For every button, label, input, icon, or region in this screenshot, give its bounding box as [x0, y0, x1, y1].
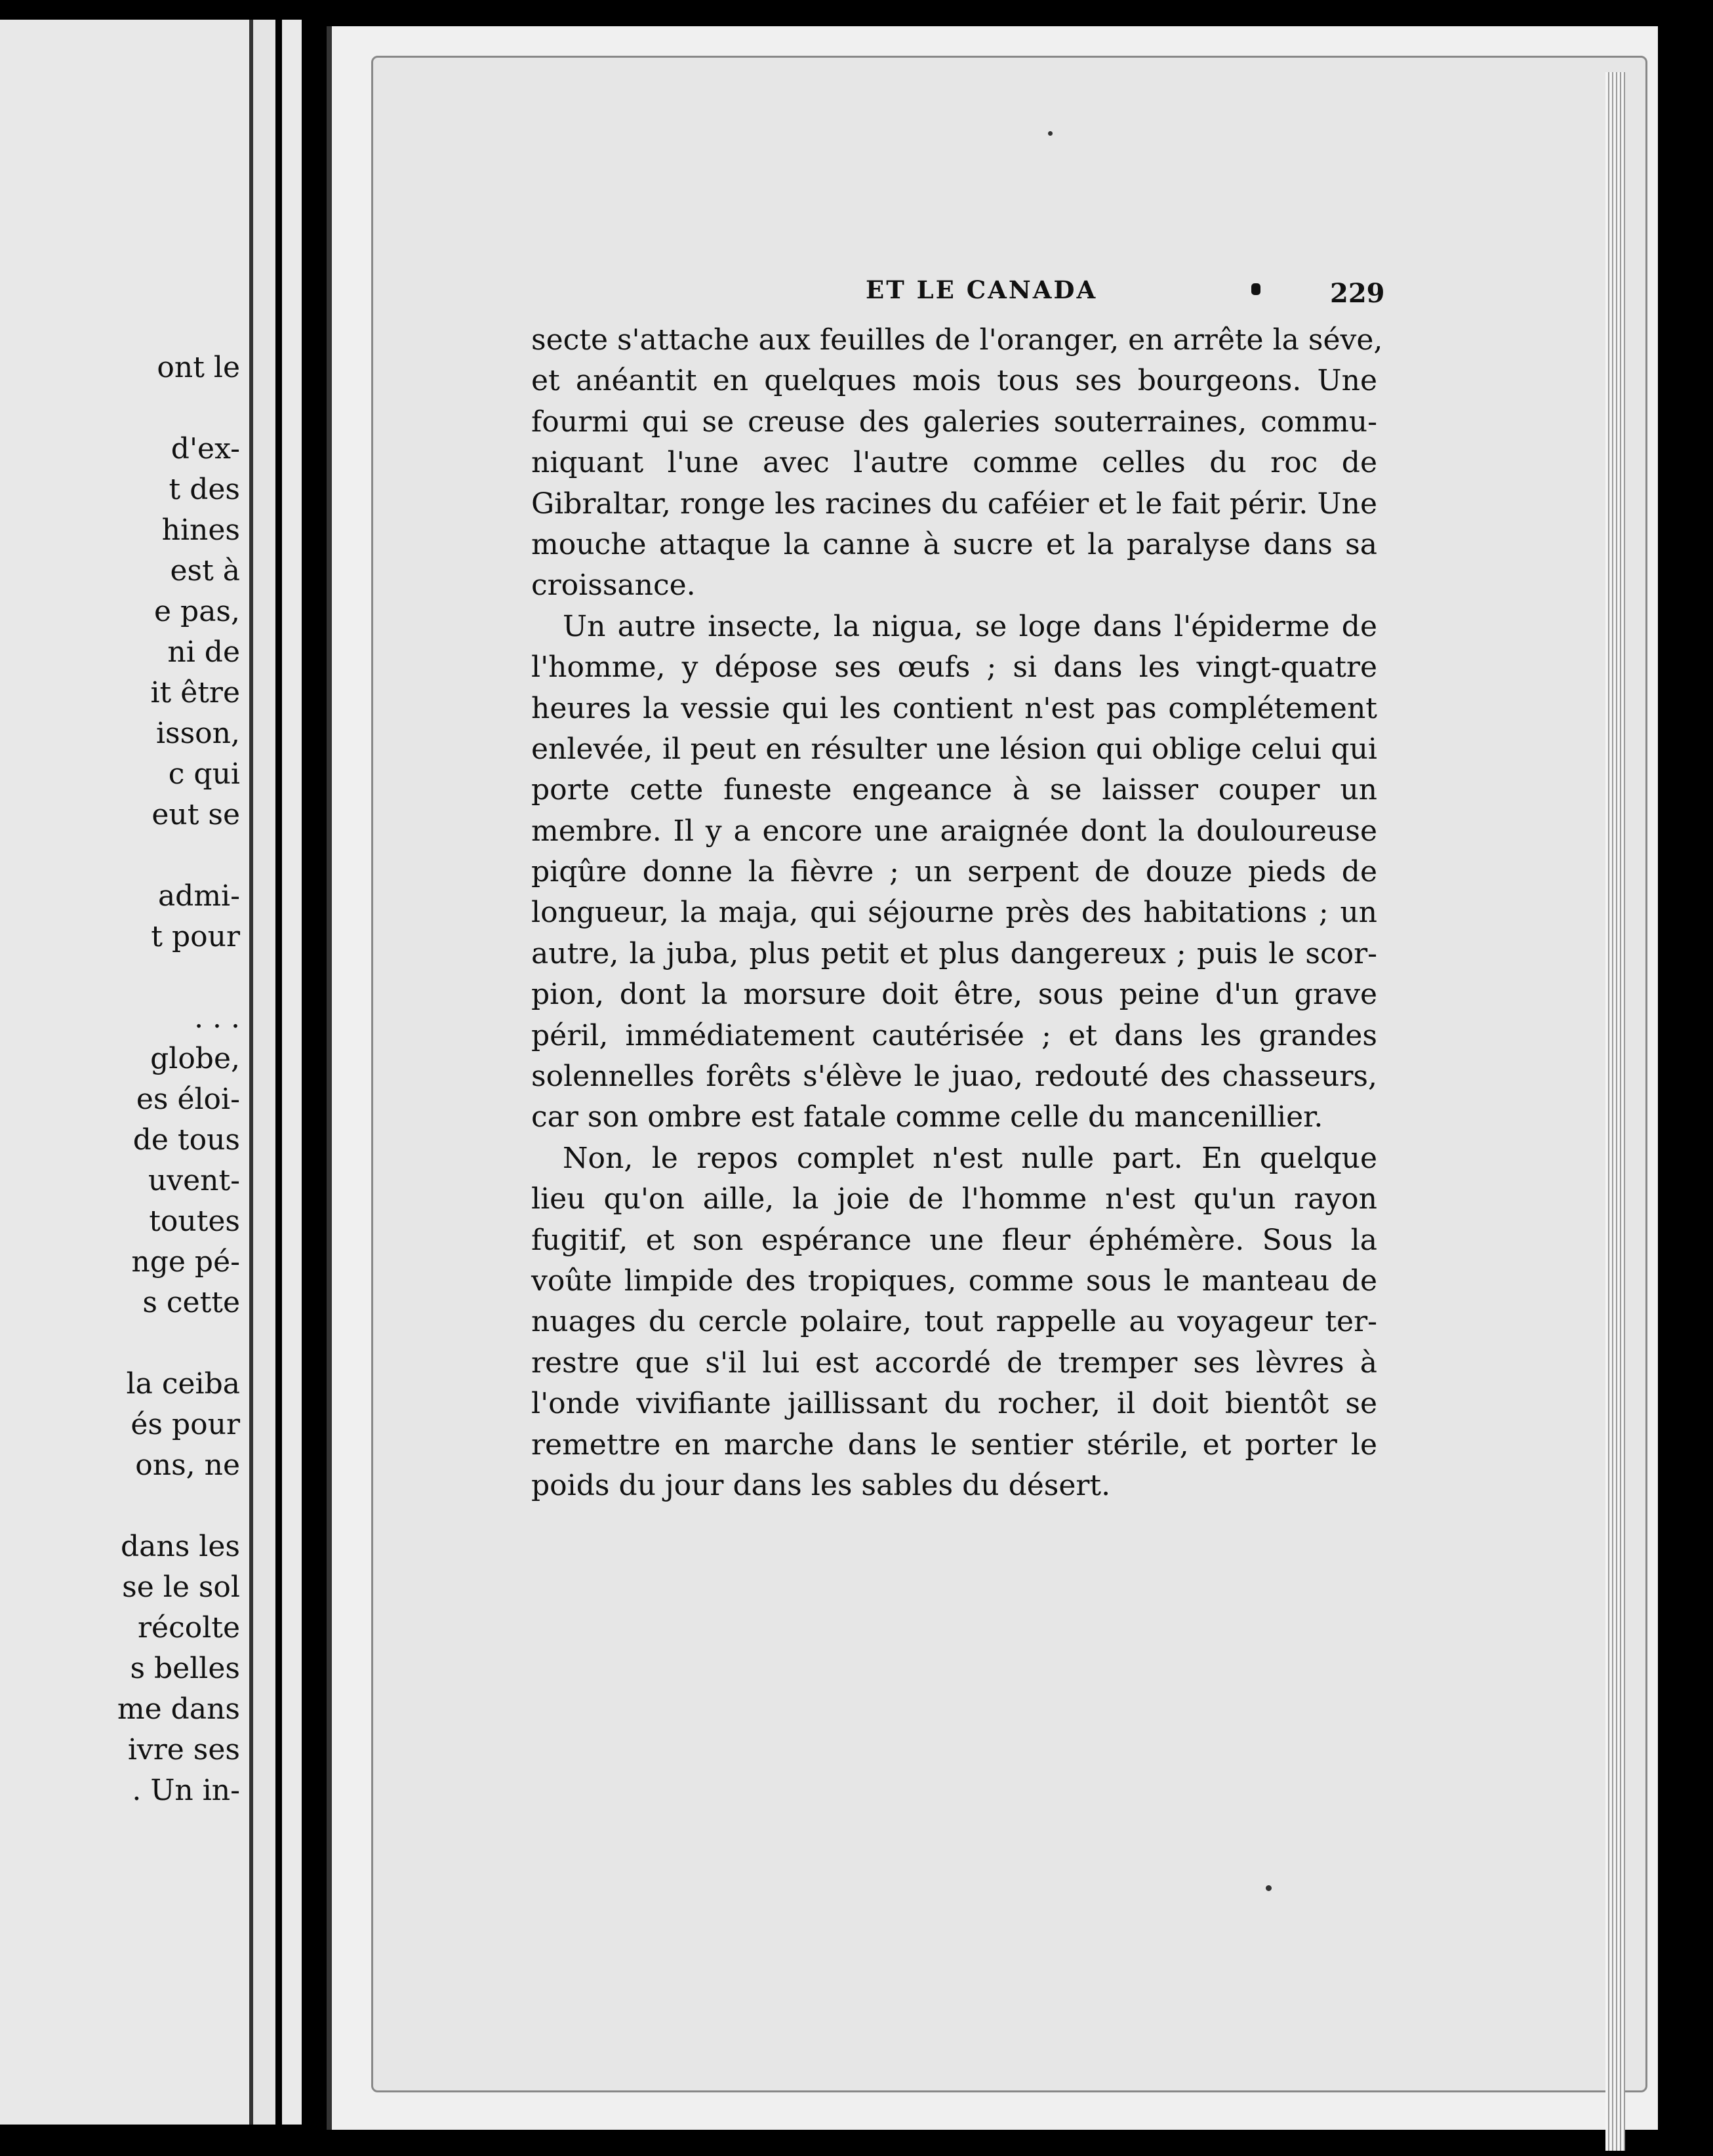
facing-page-line: récolte — [138, 1611, 240, 1645]
speck — [1048, 131, 1053, 136]
speck — [1266, 1885, 1272, 1891]
running-head: ET LE CANADA — [866, 275, 1098, 304]
text-line: fugitif, et son espérance une fleur éphémère. Sous la — [531, 1223, 1377, 1257]
text-line: porte cette funeste engeance à se laisser couper un — [531, 773, 1377, 807]
facing-page-line: ons, ne — [135, 1448, 240, 1482]
text-line: membre. Il y a encore une araignée dont la douloureuse — [531, 814, 1377, 848]
facing-page-line: dans les — [121, 1530, 240, 1563]
text-line: nuages du cercle polaire, tout rappelle au voyageur ter- — [531, 1305, 1377, 1339]
text-line: l'onde vivifiante jaillissant du rocher, il doit bientôt se — [531, 1387, 1377, 1421]
facing-page-line: se le sol — [122, 1570, 240, 1604]
text-line: Non, le repos complet n'est nulle part. En quelque — [563, 1141, 1377, 1175]
text-line: poids du jour dans les sables du désert. — [531, 1468, 1111, 1502]
facing-page-line: . Un in- — [132, 1774, 240, 1807]
text-line: l'homme, y dépose ses œufs ; si dans les vingt-quatre — [531, 650, 1377, 685]
page-edges — [1605, 72, 1625, 2151]
text-line: secte s'attache aux feuilles de l'oranger, en arrête la séve, — [531, 323, 1383, 357]
text-line: et anéantit en quelques mois tous ses bourgeons. Une — [531, 364, 1377, 398]
text-line: mouche attaque la canne à sucre et la paralyse dans sa — [531, 527, 1377, 561]
facing-page-line: isson, — [155, 717, 240, 750]
text-line: niquant l'une avec l'autre comme celles du roc de — [531, 446, 1377, 480]
facing-page-line: admi- — [157, 879, 240, 913]
facing-page-line: t des — [169, 473, 240, 506]
text-line: enlevée, il peut en résulter une lésion qui oblige celui qui — [531, 732, 1377, 766]
text-line: lieu qu'on aille, la joie de l'homme n'est qu'un rayon — [531, 1182, 1377, 1216]
facing-page-line: la ceiba — [126, 1367, 240, 1401]
facing-page — [0, 20, 253, 2125]
body-text — [531, 320, 1383, 1506]
facing-page-line: est à — [170, 554, 240, 588]
gutter — [282, 20, 302, 2125]
facing-page-line: ni de — [167, 635, 240, 669]
facing-page-line: c qui — [168, 757, 240, 791]
text-line: croissance. — [531, 569, 696, 603]
ornament-dot — [1251, 283, 1260, 295]
text-line: heures la vessie qui les contient n'est pas complétement — [531, 691, 1377, 725]
text-line: longueur, la maja, qui séjourne près des habitations ; un — [531, 896, 1377, 930]
facing-page-line: nge pé- — [131, 1245, 240, 1279]
text-line: Gibraltar, ronge les racines du caféier et le fait périr. Une — [531, 487, 1377, 521]
text-line: Un autre insecte, la nigua, se loge dans l'épiderme de — [563, 609, 1377, 643]
facing-page-line: globe, — [150, 1042, 240, 1075]
facing-page-line: me dans — [117, 1692, 240, 1726]
facing-page-line: s cette — [142, 1286, 240, 1319]
text-line: solennelles forêts s'élève le juao, redouté des chasseurs, — [531, 1060, 1377, 1094]
facing-page-line: ont le — [157, 351, 240, 384]
text-line: voûte limpide des tropiques, comme sous le manteau de — [531, 1264, 1377, 1298]
facing-page-line: s belles — [130, 1652, 240, 1685]
facing-page-frame — [0, 20, 275, 2125]
text-line: péril, immédiatement cautérisée ; et dans les grandes — [531, 1018, 1377, 1052]
text-line: fourmi qui se creuse des galeries souterraines, commu- — [531, 405, 1377, 439]
text-line: car son ombre est fatale comme celle du mancenillier. — [531, 1100, 1323, 1134]
facing-page-line: ivre ses — [127, 1733, 240, 1767]
facing-page-line: de tous — [132, 1123, 240, 1157]
text-line: autre, la juba, plus petit et plus dangereux ; puis le scor- — [531, 936, 1377, 970]
facing-page-line: uvent- — [148, 1164, 240, 1197]
facing-page-line: it être — [150, 676, 240, 709]
text-line: restre que s'il lui est accordé de tremper ses lèvres à — [531, 1346, 1377, 1380]
facing-page-line: es éloi- — [136, 1083, 240, 1116]
text-line: pion, dont la morsure doit être, sous peine d'un grave — [531, 978, 1377, 1012]
facing-page-line: és pour — [131, 1408, 240, 1441]
facing-page-line: eut se — [151, 798, 240, 831]
facing-page-line: d'ex- — [171, 432, 240, 466]
text-line: remettre en marche dans le sentier stérile, et porter le — [531, 1427, 1377, 1462]
facing-page-line: hines — [161, 513, 240, 547]
text-line: piqûre donne la fièvre ; un serpent de douze pieds de — [531, 855, 1377, 889]
facing-page-line: e pas, — [154, 595, 240, 628]
facing-page-line: toutes — [149, 1205, 240, 1238]
facing-page-line: . . . — [194, 1001, 240, 1035]
page-number: 229 — [1330, 278, 1385, 309]
facing-page-line: t pour — [151, 920, 240, 953]
